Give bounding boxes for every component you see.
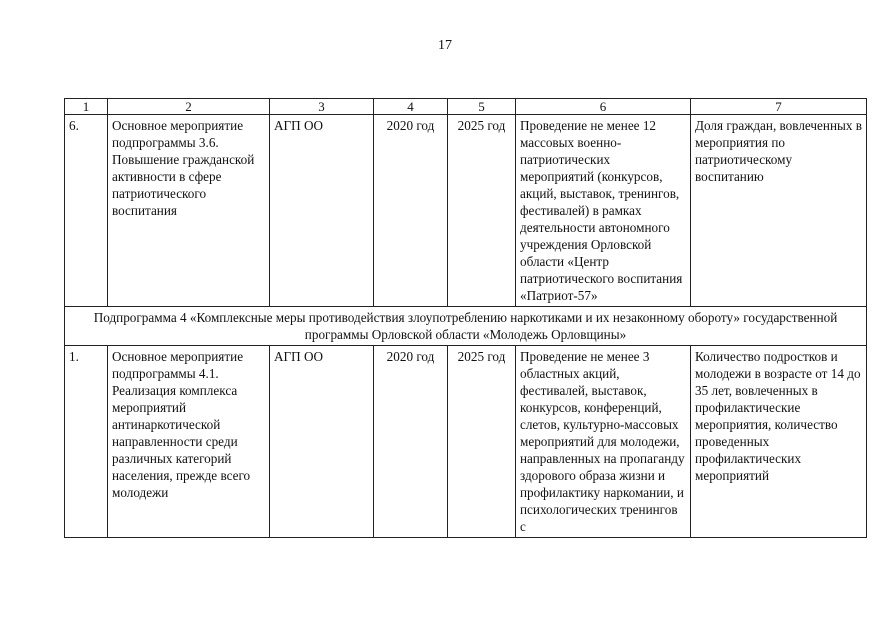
row-number: 6. xyxy=(65,115,108,307)
expected-result: Проведение не менее 12 массовых военно-патриотических мероприятий (конкурсов, акций, выставок, тренингов, фестивалей) в рамках деятельности автономного учреждения Орловской области «Центр патриотического воспитания «Патриот-57» xyxy=(516,115,691,307)
table-row xyxy=(65,115,867,307)
page-number: 17 xyxy=(438,38,452,53)
column-header: 4 xyxy=(374,99,448,115)
column-header: 3 xyxy=(270,99,374,115)
table-row xyxy=(65,346,867,538)
column-header: 5 xyxy=(448,99,516,115)
column-header: 1 xyxy=(65,99,108,115)
indicator: Доля граждан, вовлеченных в мероприятия по патриотическому воспитанию xyxy=(691,115,867,307)
program-measures-table xyxy=(64,98,867,538)
executor: АГП ОО xyxy=(270,115,374,307)
end-year: 2025 год xyxy=(448,115,516,307)
column-header: 7 xyxy=(691,99,867,115)
end-year: 2025 год xyxy=(448,346,516,538)
executor: АГП ОО xyxy=(270,346,374,538)
start-year: 2020 год xyxy=(374,346,448,538)
expected-result: Проведение не менее 3 областных акций, фестивалей, выставок, конкурсов, конференций, слетов, культурно-массовых мероприятий для молодежи, направленных на пропаганду здорового образа жизни и профилактику наркомании, и психологических тренингов с xyxy=(516,346,691,538)
indicator: Количество подростков и молодежи в возрасте от 14 до 35 лет, вовлеченных в профилактические мероприятия, количество проведенных профилактических мероприятий xyxy=(691,346,867,538)
subprogram-heading-row xyxy=(65,307,867,346)
start-year: 2020 год xyxy=(374,115,448,307)
column-header: 2 xyxy=(108,99,270,115)
column-number-row xyxy=(65,99,867,115)
measure-name: Основное мероприятие подпрограммы 3.6. Повышение гражданской активности в сфере патриотического воспитания xyxy=(108,115,270,307)
column-header: 6 xyxy=(516,99,691,115)
row-number: 1. xyxy=(65,346,108,538)
measure-name: Основное мероприятие подпрограммы 4.1. Реализация комплекса мероприятий антинаркотической направленности среди различных категорий населения, прежде всего молодежи xyxy=(108,346,270,538)
subprogram-heading: Подпрограмма 4 «Комплексные меры противодействия злоупотреблению наркотиками и их незаконному обороту» государственной программы Орловской области «Молодежь Орловщины» xyxy=(65,307,867,346)
